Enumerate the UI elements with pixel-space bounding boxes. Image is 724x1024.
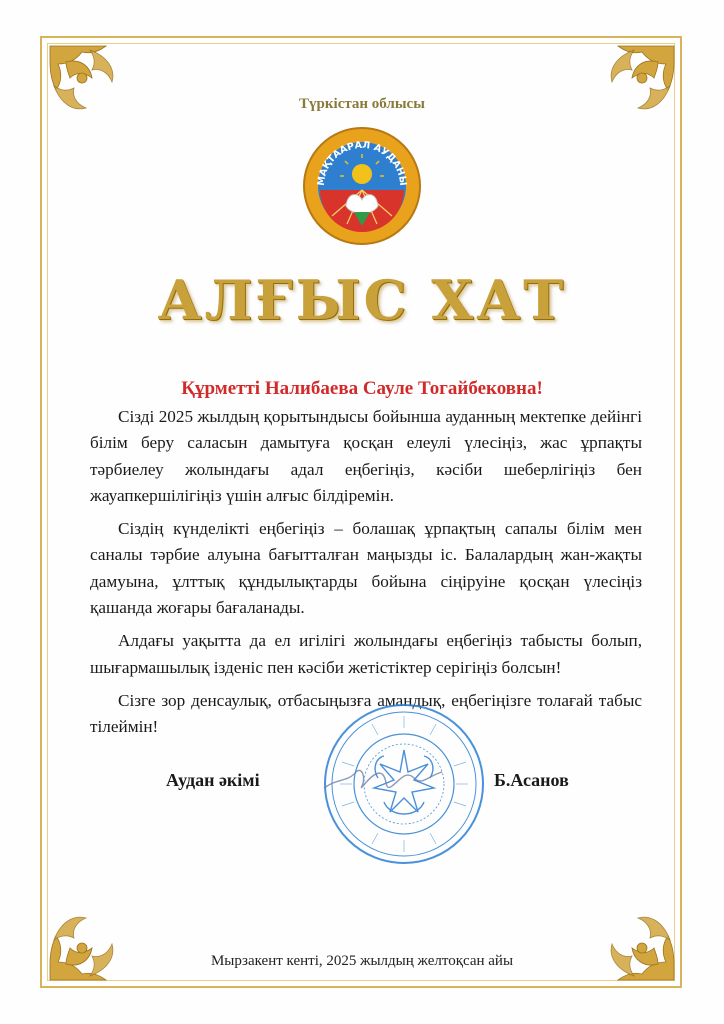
place-date-footer: Мырзакент кенті, 2025 жылдың желтоқсан айы xyxy=(210,953,514,969)
paragraph: Алдағы уақытта да ел игілігі жолындағы еңбегіңіз табысты болып, шығармашылық ізденіс пен кәсіби жетістіктер серігіңіз болсын! xyxy=(90,631,642,677)
letter-body xyxy=(90,404,642,748)
emblem-text: МАҚТААРАЛ АУДАНЫ xyxy=(315,139,409,187)
signatory-name: Б.Асанов xyxy=(494,770,569,790)
paragraph: Сізге зор денсаулық, отбасыңызға амандық, еңбегіңізге толағай табыс тілеймін! xyxy=(90,690,642,737)
greeting-line: Құрметті Налибаева Сауле Тогайбековна! xyxy=(181,378,543,399)
region-header: Түркістан облысы xyxy=(299,96,425,112)
handwritten-signature-icon xyxy=(318,748,448,808)
signatory-position: Аудан әкімі xyxy=(166,770,260,790)
document-title: АЛҒЫС ХАТ xyxy=(157,268,567,332)
paragraph: Сізді 2025 жылдың қорытындысы бойынша ауданның мектепке дейінгі білім беру саласын дамытуға қосқан елеулі үлесіңіз, жас ұрпақты тәрбиелеу жолындағы адал еңбегіңіз, кәсіби шеберлігіңіз бен жауапкершілігіңіз үшін алғыс білдіремін. xyxy=(90,407,642,505)
district-emblem-icon xyxy=(302,126,422,246)
paragraph: Сіздің күнделікті еңбегіңіз – болашақ ұрпақтың сапалы білім мен саналы тәрбие алуына бағытталған маңызды іс. Балалардың жан-жақты дамуына, ұлттық құндылықтарды бойына сіңіруіне қосқан үлесіңіз қашанда жоғары бағаланады. xyxy=(90,519,642,618)
